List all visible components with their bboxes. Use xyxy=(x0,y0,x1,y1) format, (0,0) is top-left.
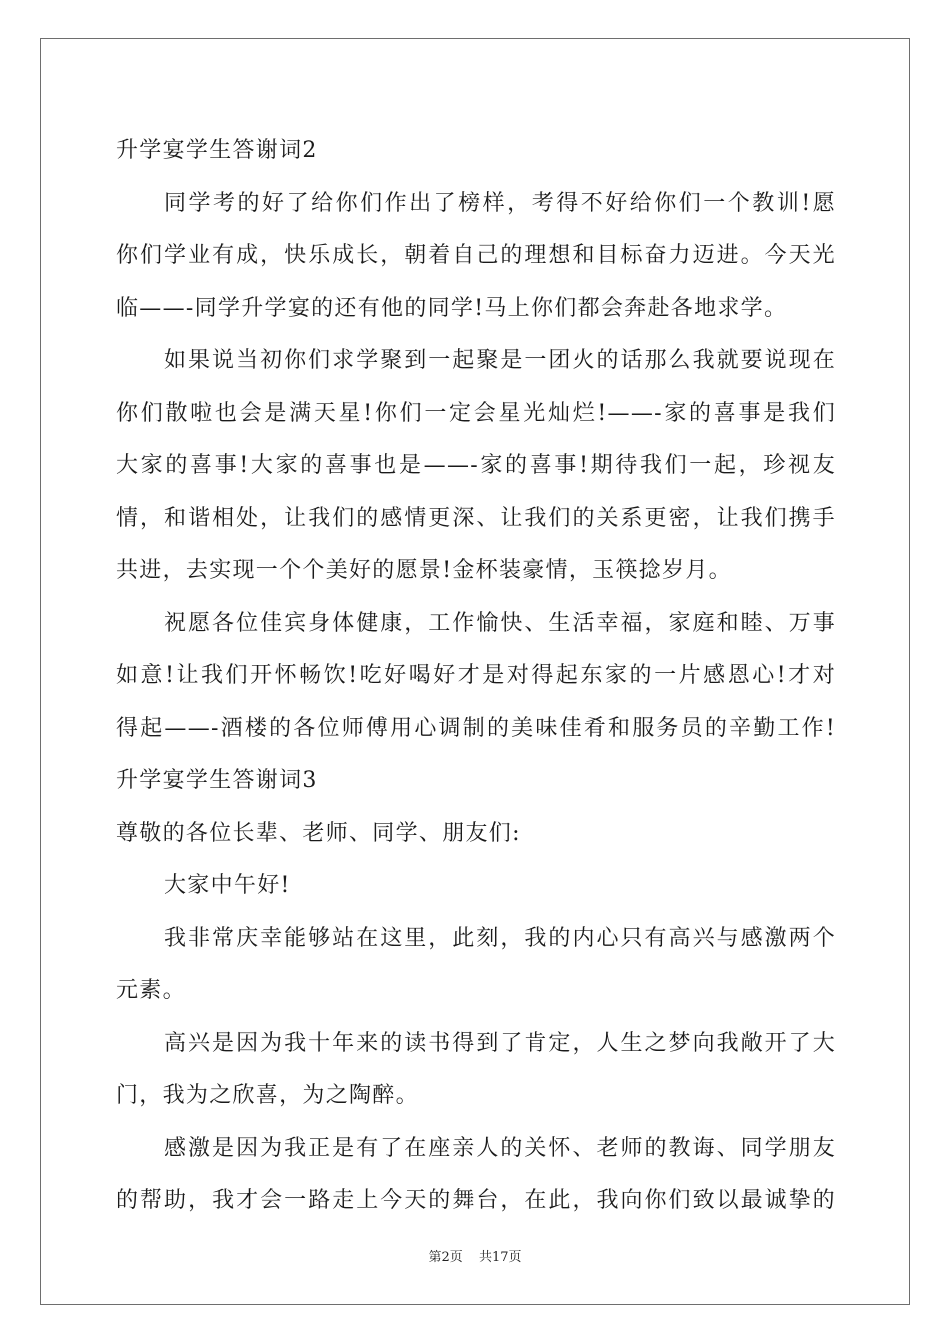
paragraph-line: 的帮助，我才会一路走上今天的舞台，在此，我向你们致以最诚挚的 xyxy=(116,1188,836,1213)
paragraph-line: 门，我为之欣喜，为之陶醉。 xyxy=(116,1083,419,1108)
paragraph-line: 你们散啦也会是满天星!你们一定会星光灿烂!——-家的喜事是我们 xyxy=(116,400,836,426)
section-title: 升学宴学生答谢词2 xyxy=(116,138,318,163)
paragraph-line: 如果说当初你们求学聚到一起聚是一团火的话那么我就要说现在 xyxy=(164,348,836,373)
paragraph-line: 临——-同学升学宴的还有他的同学!马上你们都会奔赴各地求学。 xyxy=(116,295,788,321)
greeting-line: 大家中午好! xyxy=(164,873,291,898)
paragraph-line: 如意!让我们开怀畅饮!吃好喝好才是对得起东家的一片感恩心!才对 xyxy=(116,663,836,688)
paragraph-line: 同学考的好了给你们作出了榜样，考得不好给你们一个教训!愿 xyxy=(164,190,836,216)
page-total: 共17页 xyxy=(478,1250,522,1265)
document-body xyxy=(116,125,836,1228)
paragraph-line: 大家的喜事!大家的喜事也是——-家的喜事!期待我们一起，珍视友 xyxy=(116,453,836,478)
paragraph-line: 共进，去实现一个个美好的愿景!金杯装豪情，玉筷捻岁月。 xyxy=(116,558,732,583)
paragraph-line: 祝愿各位佳宾身体健康，工作愉快、生活幸福，家庭和睦、万事 xyxy=(164,610,836,636)
section-title: 升学宴学生答谢词3 xyxy=(116,768,318,793)
paragraph-line: 高兴是因为我十年来的读书得到了肯定，人生之梦向我敞开了大 xyxy=(164,1030,836,1056)
paragraph-line: 得起——-酒楼的各位师傅用心调制的美味佳肴和服务员的辛勤工作! xyxy=(116,715,836,741)
page-number: 第2页 xyxy=(428,1250,463,1265)
page-footer xyxy=(0,1246,950,1265)
paragraph-line: 你们学业有成，快乐成长，朝着自己的理想和目标奋力迈进。今天光 xyxy=(116,243,836,268)
paragraph-line: 情，和谐相处，让我们的感情更深、让我们的关系更密，让我们携手 xyxy=(116,505,836,531)
paragraph-line: 我非常庆幸能够站在这里，此刻，我的内心只有高兴与感激两个 xyxy=(164,925,836,951)
salutation: 尊敬的各位长辈、老师、同学、朋友们: xyxy=(116,820,521,846)
paragraph-line: 元素。 xyxy=(116,978,186,1003)
paragraph-line: 感激是因为我正是有了在座亲人的关怀、老师的教诲、同学朋友 xyxy=(164,1135,836,1161)
